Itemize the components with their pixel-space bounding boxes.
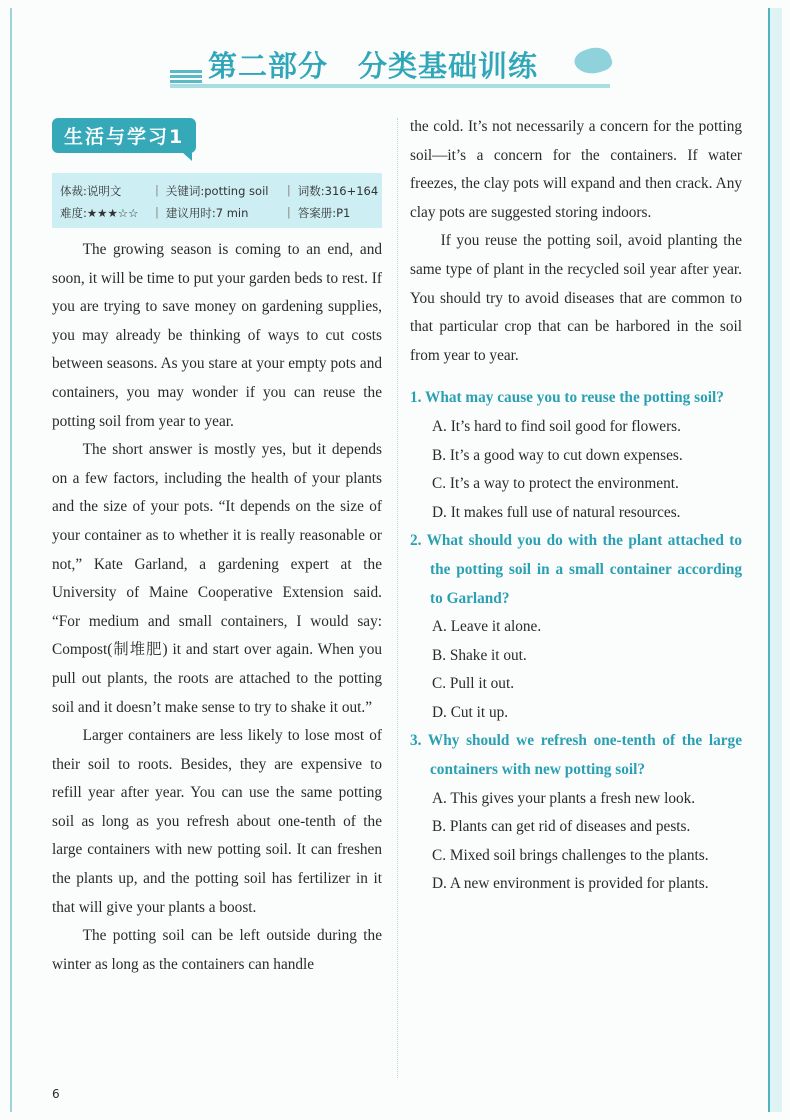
page-border-left: [10, 8, 12, 1112]
paragraph: the cold. It’s not necessarily a concern for the potting soil—it’s a concern for the containers. If water freezes, the clay pots will expand and then crack. Any clay pots are suggested storing indoors.: [410, 118, 742, 221]
genre: 体裁:说明文: [60, 184, 122, 198]
page-number: 6: [52, 1087, 60, 1101]
paragraph: If you reuse the potting soil, avoid planting the same type of plant in the recycled soil year after year. You should try to avoid diseases that are common to that particular crop that can be harbored in the soil from year to year.: [410, 232, 742, 364]
passage-right-column: [410, 113, 742, 899]
option: C. It’s a way to protect the environment.: [432, 475, 679, 493]
paragraph: Larger containers are less likely to lose most of their soil to roots. Besides, they are expensive to refill year after year. You can use the same potting soil as long as you refresh about one-tenth of the large containers with new potting soil. It can freshen the plants up, and the potting soil has fertilizer in it that will give your plants a boost.: [52, 727, 382, 916]
question-text: 2. What should you do with the plant attached to the potting soil in a small container according to Garland?: [410, 532, 742, 607]
question-3: [410, 727, 742, 899]
paragraph: The growing season is coming to an end, and soon, it will be time to put your garden beds to rest. If you are trying to save money on gardening supplies, you may already be thinking of ways to cut costs between seasons. As you stare at your empty pots and containers, you may wonder if you can reuse the potting soil from year to year.: [52, 241, 382, 430]
header-underline: [170, 84, 610, 88]
difficulty: 难度:★★★☆☆: [60, 206, 139, 220]
page-title: 第二部分 分类基础训练: [208, 49, 539, 83]
paragraph: The short answer is mostly yes, but it depends on a few factors, including the health of your plants and the size of your pots. “It depends on the size of your container as to whether it is really reasonable or not,” Kate Garland, a gardening expert at the University of Maine Cooperative Extension said. “For medium and small containers, I would say: Compost(制堆肥) it and start over again. When you pull out plants, the roots are attached to the potting soil and it doesn’t make sense to try to shake it out.”: [52, 441, 382, 716]
option: B. It’s a good way to cut down expenses.: [432, 446, 683, 464]
option: B. Plants can get rid of diseases and pests.: [432, 818, 691, 836]
column-divider: [397, 118, 398, 1078]
question-text: 1. What may cause you to reuse the potting soil?: [410, 389, 724, 407]
separator: |: [286, 183, 291, 197]
option: A. It’s hard to find soil good for flowers.: [432, 417, 681, 435]
option: A. Leave it alone.: [432, 618, 542, 636]
option: A. This gives your plants a fresh new look.: [432, 789, 696, 807]
separator: |: [155, 205, 159, 219]
page-border-right: [768, 8, 782, 1112]
decor-bars: [170, 70, 202, 85]
word-count: 词数:316+164: [297, 184, 379, 198]
passage-info-box: [52, 173, 382, 228]
separator: |: [286, 205, 291, 219]
option: D. A new environment is provided for plants.: [432, 875, 709, 893]
option: B. Shake it out.: [432, 646, 527, 664]
leaf-icon: [572, 43, 615, 80]
paragraph: The potting soil can be left outside during the winter as long as the containers can handle: [52, 927, 382, 973]
answer-ref: 答案册:P1: [297, 206, 351, 220]
option: C. Pull it out.: [432, 675, 515, 693]
question-2: [410, 527, 742, 727]
question-1: [410, 384, 742, 527]
separator: |: [155, 183, 159, 197]
option: D. It makes full use of natural resources.: [432, 503, 681, 521]
question-text: 3. Why should we refresh one-tenth of the large containers with new potting soil?: [410, 732, 742, 779]
unit-badge: 生活与学习1: [52, 118, 196, 153]
option: D. Cut it up.: [432, 703, 509, 721]
section-header: [170, 42, 620, 90]
keyword: 关键词:potting soil: [165, 184, 269, 198]
suggested-time: 建议用时:7 min: [165, 206, 249, 220]
option: C. Mixed soil brings challenges to the plants.: [432, 846, 709, 864]
passage-left-column: [52, 236, 382, 979]
